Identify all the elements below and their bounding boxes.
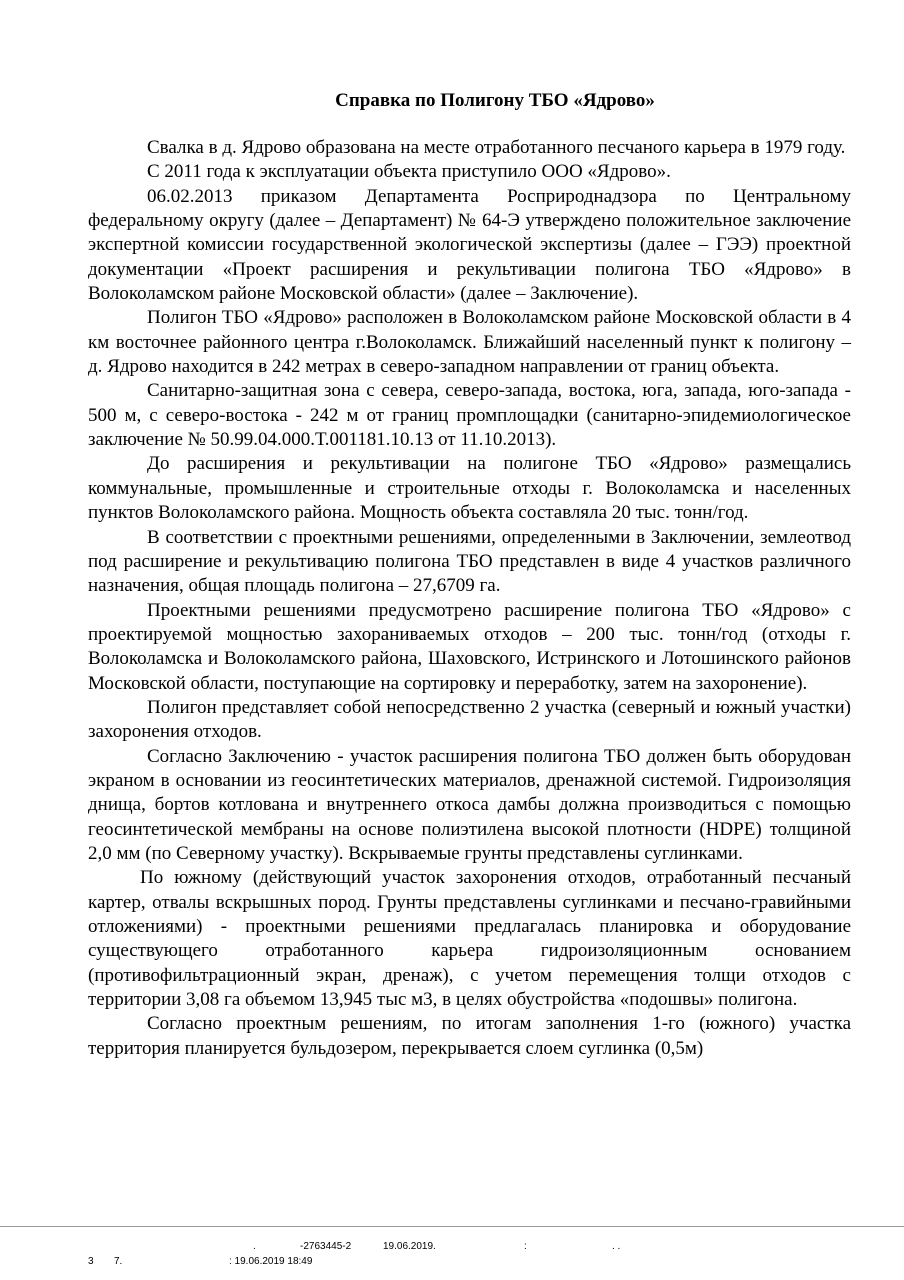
paragraph: 06.02.2013 приказом Департамента Росприроднадзора по Центральному федеральному округу (далее – Департамент) № 64-Э утверждено положительное заключение экспертной комиссии государственной экологической экспертизы (далее – ГЭЭ) проектной документации «Проект расширения и рекультивации полигона ТБО «Ядрово» в Волоколамском районе Московской области» (далее – Заключение). — [88, 185, 851, 305]
footer-dot: . — [253, 1241, 256, 1252]
footer-doc-date: 19.06.2019. — [383, 1241, 436, 1252]
footer-doc-number: -2763445-2 — [300, 1241, 352, 1252]
paragraph: До расширения и рекультивации на полигоне ТБО «Ядрово» размещались коммунальные, промышленные и строительные отходы г. Волоколамска и населенных пунктов Волоколамского района. Мощность объекта составляла 20 тыс. тонн/год. — [88, 453, 851, 524]
paragraph: Согласно Заключению - участок расширения полигона ТБО должен быть оборудован экраном в основании из геосинтетических материалов, дренажной системой. Гидроизоляция днища, бортов котлована и внутреннего откоса дамбы должна производиться с помощью геосинтетической мембраны на основе полиэтилена высокой плотности (HDPE) толщиной 2,0 мм (по Северному участку). Вскрываемые грунты представлены суглинками. — [88, 745, 851, 864]
paragraph: Проектными решениями предусмотрено расширение полигона ТБО «Ядрово» с проектируемой мощностью захораниваемых отходов – 200 тыс. тонн/год (отходы г. Волоколамска и Волоколамского района, Шаховского, Истринского и Лотошинского районов Московской области, поступающие на сортировку и переработку, затем на захоронение). — [88, 599, 851, 694]
document-title: Справка по Полигону ТБО «Ядрово» — [335, 90, 655, 111]
footer-dots: . . — [612, 1241, 621, 1252]
document-body — [88, 136, 851, 1061]
paragraph: В соответствии с проектными решениями, определенными в Заключении, землеотвод под расширение и рекультивацию полигона ТБО представлен в виде 4 участков различного назначения, общая площадь полигона – 27,6709 га. — [88, 526, 851, 597]
paragraph: Полигон представляет собой непосредственно 2 участка (северный и южный участки) захоронения отходов. — [88, 696, 851, 743]
footer-page-current: 3 — [88, 1256, 94, 1267]
paragraph: Полигон ТБО «Ядрово» расположен в Волоколамском районе Московской области в 4 км восточнее районного центра г.Волоколамск. Ближайший населенный пункт к полигону – д. Ядрово находится в 242 метрах в северо-западном направлении от границ объекта. — [88, 307, 851, 378]
paragraph: Согласно проектным решениям, по итогам заполнения 1-го (южного) участка территория планируется бульдозером, перекрывается слоем суглинка (0,5м) — [88, 1013, 851, 1059]
paragraph: Свалка в д. Ядрово образована на месте отработанного песчаного карьера в 1979 году. — [147, 137, 846, 158]
paragraph: Санитарно-защитная зона с севера, северо-запада, востока, юга, запада, юго-запада - 500 м, с северо-востока - 242 м от границ промплощадки (санитарно-эпидемиологическое заключение № 50.99.04.000.Т.001181.10.13 от 11.10.2013). — [88, 380, 851, 451]
footer-page-total: 7. — [114, 1256, 123, 1267]
footer-divider — [0, 1226, 904, 1227]
footer-printed-timestamp: : 19.06.2019 18:49 — [229, 1256, 313, 1267]
paragraph: С 2011 года к эксплуатации объекта приступило ООО «Ядрово». — [147, 161, 671, 183]
footer-colon: : — [524, 1241, 527, 1252]
paragraph: По южному (действующий участок захоронения отходов, отработанный песчаный картер, отвалы вскрышных пород. Грунты представлены суглинками и песчано-гравийными отложениями) - проектными решениями предлагалась планировка и оборудование существующего отработанного карьера гидроизоляционным основанием (противофильтрационный экран, дренаж), с учетом перемещения толщи отходов с территории 3,08 га объемом 13,945 тыс м3, в целях обустройства «подошвы» полигона. — [88, 867, 851, 1011]
